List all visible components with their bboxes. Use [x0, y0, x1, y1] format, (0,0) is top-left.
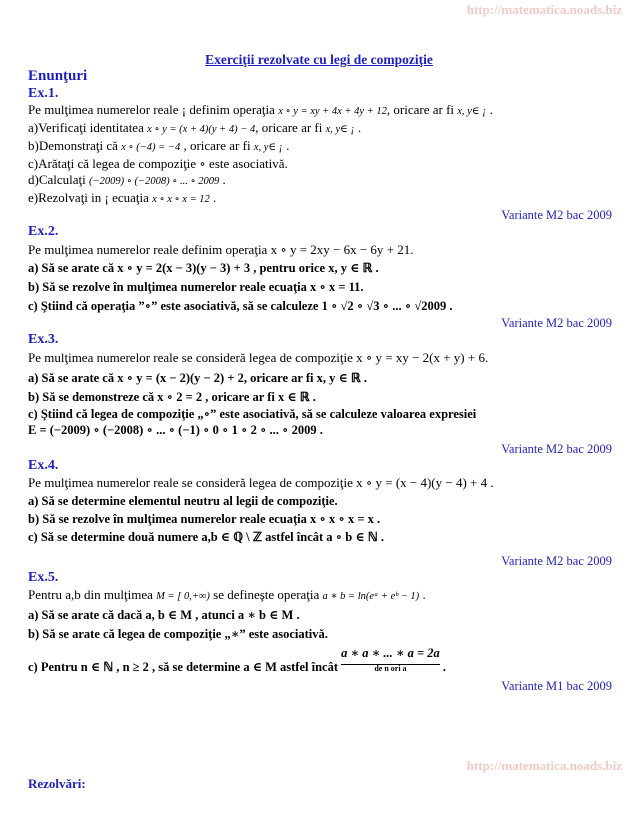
ex2-statement: Pe mulţimea numerelor reale definim operaţia x ∘ y = 2xy − 6x − 6y + 21. — [28, 242, 414, 257]
ex2-part-c: c) Ştiind că operaţia ”∘” este asociativă, să se calculeze 1 ∘ √2 ∘ √3 ∘ ... ∘ √2009 . — [28, 299, 453, 313]
ex2-part-b: b) Să se rezolve în mulţimea numerelor reale ecuaţia x ∘ x = 11. — [28, 280, 364, 294]
ex1-a-text: a)Verificaţi identitatea — [28, 120, 144, 135]
ex3-part-b: b) Să se demonstreze că x ∘ 2 = 2 , oricare ar fi x ∈ ℝ . — [28, 390, 316, 404]
ex2-variant-source: Variante M2 bac 2009 — [501, 316, 612, 330]
exercise-list — [28, 68, 612, 694]
ex4-part-c: c) Să se determine două numere a,b ∈ ℚ \ ℤ astfel încât a ∘ b ∈ ℕ . — [28, 530, 384, 544]
ex1-variant-source: Variante M2 bac 2009 — [501, 208, 612, 222]
ex1-e-formula: x ∘ x ∘ x = 12 — [152, 194, 210, 205]
ex3-part-c: c) Ştiind că legea de compoziţie „∘” este asociativă, să se calculeze valoarea expresiei — [28, 407, 477, 421]
ex5-label: Ex.5. — [28, 570, 59, 585]
ex1-e-text: e)Rezolvaţi in ¡ ecuaţia — [28, 190, 149, 205]
ex2-label: Ex.2. — [28, 224, 59, 239]
ex5-set-formula: M = [ 0,+∞) — [156, 591, 210, 602]
ex4-part-a: a) Să se determine elementul neutru al legii de compoziţie. — [28, 494, 338, 508]
ex4-variant-source: Variante M2 bac 2009 — [501, 554, 612, 568]
ex4-part-b: b) Să se rezolve în mulţimea numerelor reale ecuaţia x ∘ x ∘ x = x . — [28, 512, 381, 526]
watermark-bottom: http://matematica.noads.biz — [466, 758, 622, 773]
ex1-b-text2: , oricare ar fi — [183, 138, 251, 153]
ex5-text-b: se defineşte operaţia — [213, 587, 320, 602]
ex1-d-formula: (−2009) ∘ (−2008) ∘ ... ∘ 2009 — [89, 176, 220, 187]
ex1-part-d: d)Calculaţi (−2009) ∘ (−2008) ∘ ... ∘ 2009 . — [28, 172, 226, 187]
ex5-part-a: a) Să se arate că dacă a, b ∈ M , atunci a ∗ b ∈ M . — [28, 608, 300, 622]
ex1-text-c: , oricare ar fi — [386, 102, 455, 117]
ex4-statement: Pe mulţimea numerelor reale se consideră legea de compoziţie x ∘ y = (x − 4)(y − 4) + 4 . — [28, 475, 494, 490]
ex5-part-c: c) Pentru n ∈ ℕ , n ≥ 2 , să se determine a ∈ M astfel încât a ∗ a ∗ ... ∗ a = 2a de n ori a . — [28, 646, 447, 674]
watermark-top: http://matematica.noads.biz — [466, 2, 622, 17]
section-heading-enunturi: Enunţuri — [28, 68, 88, 84]
ex5-text-a: Pentru a,b din mulţimea — [28, 587, 153, 602]
ex1-b-domain: x, y∈ ¡ — [253, 142, 283, 153]
ex1-a-domain: x, y∈ ¡ — [325, 124, 355, 135]
ex5-c-expression: a ∗ a ∗ ... ∗ a = 2a — [341, 646, 440, 660]
section-heading-rezolvari: Rezolvări: — [28, 776, 86, 791]
ex5-c-text: c) Pentru n ∈ ℕ , n ≥ 2 , să se determine a ∈ M astfel încât — [28, 660, 338, 674]
ex1-label: Ex.1. — [28, 86, 59, 101]
ex5-operation-formula: a ∗ b = ln(eᵃ + eᵇ − 1) — [322, 591, 420, 602]
ex1-statement: Pe mulţimea numerelor reale ¡ definim operaţia x ∘ y = xy + 4x + 4y + 12, oricare ar fi x, y∈ ¡ . — [28, 102, 493, 117]
ex1-text-a: Pe mulţimea numerelor reale — [28, 102, 179, 117]
ex1-part-b: b)Demonstraţi că x ∘ (−4) = −4 , oricare ar fi x, y∈ ¡ . — [28, 138, 290, 153]
ex1-part-c: c)Arătaţi că legea de compoziţie ∘ este asociativă. — [28, 156, 288, 171]
ex1-b-formula: x ∘ (−4) = −4 — [121, 142, 181, 153]
ex3-variant-source: Variante M2 bac 2009 — [501, 442, 612, 456]
ex3-part-a: a) Să se arate că x ∘ y = (x − 2)(y − 2) + 2, oricare ar fi x, y ∈ ℝ . — [28, 371, 368, 385]
ex1-a-formula: x ∘ y = (x + 4)(y + 4) − 4 — [147, 124, 256, 135]
ex1-part-e: e)Rezolvaţi in ¡ ecuaţia x ∘ x ∘ x = 12 . — [28, 190, 217, 205]
ex1-part-a: a)Verificaţi identitatea x ∘ y = (x + 4)(y + 4) − 4, oricare ar fi x, y∈ ¡ . — [28, 120, 362, 135]
ex3-label: Ex.3. — [28, 332, 59, 347]
ex5-statement: Pentru a,b din mulţimea M = [ 0,+∞) se defineşte operaţia a ∗ b = ln(eᵃ + eᵇ − 1) . — [28, 587, 426, 602]
ex1-operation-formula: x ∘ y = xy + 4x + 4y + 12 — [278, 106, 387, 117]
ex4-label: Ex.4. — [28, 458, 59, 473]
ex5-c-formula — [341, 644, 440, 673]
ex2-part-a: a) Să se arate că x ∘ y = 2(x − 3)(y − 3) + 3 , pentru orice x, y ∈ ℝ . — [28, 261, 379, 275]
ex1-text-b: definim operaţia — [189, 102, 275, 117]
ex3-expression: E = (−2009) ∘ (−2008) ∘ ... ∘ (−1) ∘ 0 ∘ 1 ∘ 2 ∘ ... ∘ 2009 . — [28, 423, 323, 437]
ex5-part-b: b) Să se arate că legea de compoziţie „∗” este asociativă. — [28, 627, 328, 641]
page-title: Exerciţii rezolvate cu legi de compoziţie — [205, 52, 433, 67]
ex1-d-text: d)Calculaţi — [28, 172, 86, 187]
ex5-c-underbrace-label: de n ori a — [341, 664, 440, 673]
ex3-statement: Pe mulţimea numerelor reale se consideră legea de compoziţie x ∘ y = xy − 2(x + y) + 6. — [28, 350, 489, 365]
ex1-reals-symbol: ¡ — [181, 102, 187, 117]
ex1-b-text: b)Demonstraţi că — [28, 138, 118, 153]
ex5-variant-source: Variante M1 bac 2009 — [501, 679, 612, 693]
ex1-domain-formula: x, y∈ ¡ — [457, 106, 487, 117]
ex1-a-text2: , oricare ar fi — [255, 120, 323, 135]
